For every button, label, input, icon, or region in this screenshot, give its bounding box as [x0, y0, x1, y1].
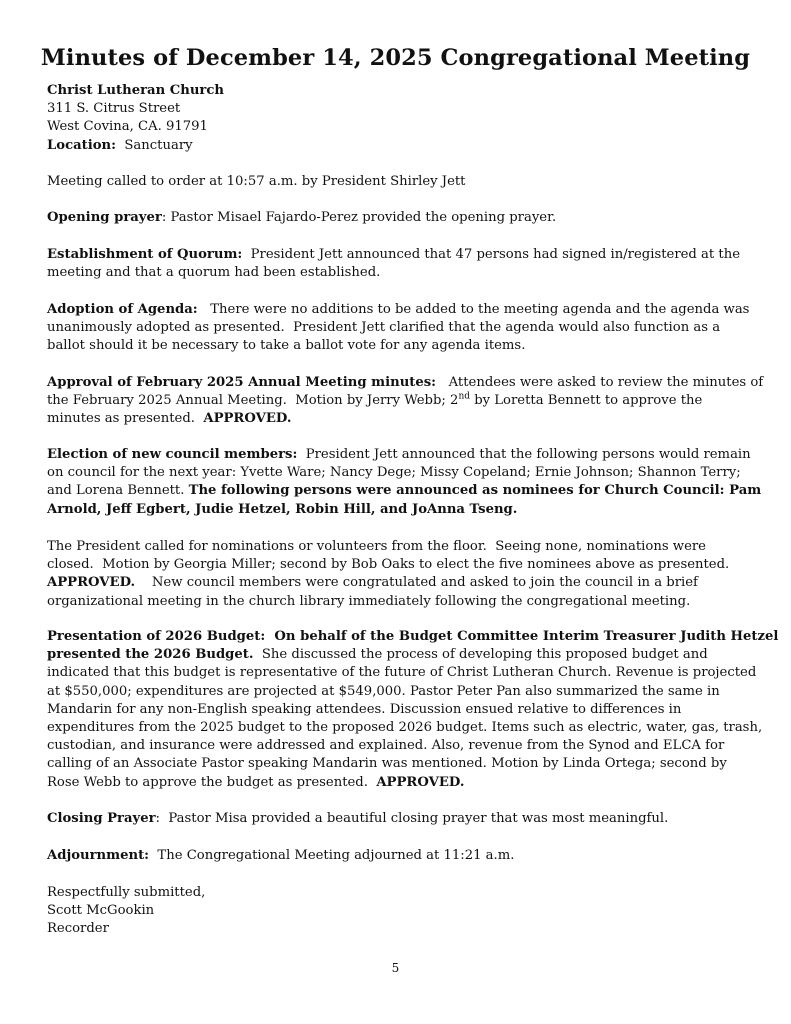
adjournment-section: Adjournment: The Congregational Meeting adjourned at 11:21 a.m. [47, 848, 515, 863]
budget-section: Presentation of 2026 Budget: On behalf of the Budget Committee Interim Treasurer Judith Hetzel presented the 2026 Budget. She discussed the process of developing this proposed budget and indicated that this budget is representative of the future of Christ Lutheran Church. Revenue is projected at $550,000; expenditures are projected at $549,000. Pastor Peter Pan also summarized the same in Mandarin for any non-English speaking attendees. Discussion ensued relative to differences in expenditures from the 2025 budget to the proposed 2026 budget. Items such as electric, water, gas, trash, custodian, and insurance were addressed and explained. Also, revenue from the Synod and ELCA for calling of an Associate Pastor speaking Mandarin was mentioned. Motion by Linda Ortega; second by Rose Webb to approve the budget as presented. APPROVED. [47, 629, 779, 790]
church-name: Christ Lutheran Church [47, 83, 224, 98]
budget-label: Presentation of 2026 Budget: On behalf of the Budget Committee Interim Treasurer Judith Hetzel [47, 629, 779, 644]
minutes-approved-badge: APPROVED. [203, 411, 292, 427]
closing-prayer-section: Closing Prayer: Pastor Misa provided a beautiful closing prayer that was most meaningful. [47, 811, 669, 826]
page-number: 5 [391, 961, 400, 975]
nominations-section: The President called for nominations or volunteers from the floor. Seeing none, nominations were closed. Motion by Georgia Miller; second by Bob Oaks to elect the five nominees above as presented. APPROVED. New council members were congratulated and asked to join the council in a brief organizational meeting in the church library immediately following the congregational meeting. [47, 539, 730, 609]
address-line-2: West Covina, CA. 91791 [47, 119, 208, 135]
agenda-label: Adoption of Agenda: [47, 302, 198, 317]
address-line-1: 311 S. Citrus Street [47, 101, 181, 117]
opening-prayer-text: : Pastor Misael Fajardo-Perez provided the opening prayer. [161, 210, 557, 225]
adjournment-label: Adjournment: [47, 848, 150, 863]
minutes-approval-label: Approval of February 2025 Annual Meeting minutes: [47, 375, 437, 390]
opening-prayer-label: Opening prayer [47, 210, 162, 225]
opening-prayer-section [47, 209, 752, 227]
signature-name: Scott McGookin [47, 903, 155, 919]
minutes-approval-section: Approval of February 2025 Annual Meeting minutes: Attendees were asked to review the minutes of the February 2025 Annual Meeting. Motion by Jerry Webb; 2nd by Loretta Bennett to approve the minutes as presented. APPROVED. [47, 375, 764, 427]
quorum-section: Establishment of Quorum: President Jett announced that 47 persons had signed in/registered at the meeting and that a quorum had been established. [47, 247, 741, 281]
budget-approved-badge: APPROVED. [376, 774, 465, 790]
call-to-order: Meeting called to order at 10:57 a.m. by President Shirley Jett [47, 174, 466, 189]
signature-role: Recorder [47, 921, 109, 937]
church-header [47, 82, 752, 155]
signature-block [47, 884, 752, 939]
quorum-label: Establishment of Quorum: [47, 247, 243, 262]
election-label: Election of new council members: [47, 447, 298, 462]
agenda-section: Adoption of Agenda: There were no additions to be added to the meeting agenda and the agenda was unanimously adopted as presented. President Jett clarified that the agenda would also function as a ballot should it be necessary to take a ballot vote for any agenda items. [47, 302, 750, 354]
election-section: Election of new council members: President Jett announced that the following persons would remain on council for the next year: Yvette Ware; Nancy Dege; Missy Copeland; Ernie Johnson; Shannon Terry; and Lorena Bennett. The following persons were announced as nominees for Church Council: Pam Arnold, Jeff Egbert, Judie Hetzel, Robin Hill, and JoAnna Tseng. [47, 447, 762, 517]
location-label: Location: [47, 137, 116, 153]
page-title: Minutes of December 14, 2025 Congregational Meeting [40, 45, 751, 71]
location-value: Sanctuary [124, 137, 193, 153]
signature-closing: Respectfully submitted, [47, 885, 206, 900]
nominations-approved-badge: APPROVED. [47, 575, 136, 591]
nominees-list: Arnold, Jeff Egbert, Judie Hetzel, Robin Hill, and JoAnna Tseng. [47, 501, 518, 517]
closing-prayer-label: Closing Prayer [47, 811, 156, 826]
